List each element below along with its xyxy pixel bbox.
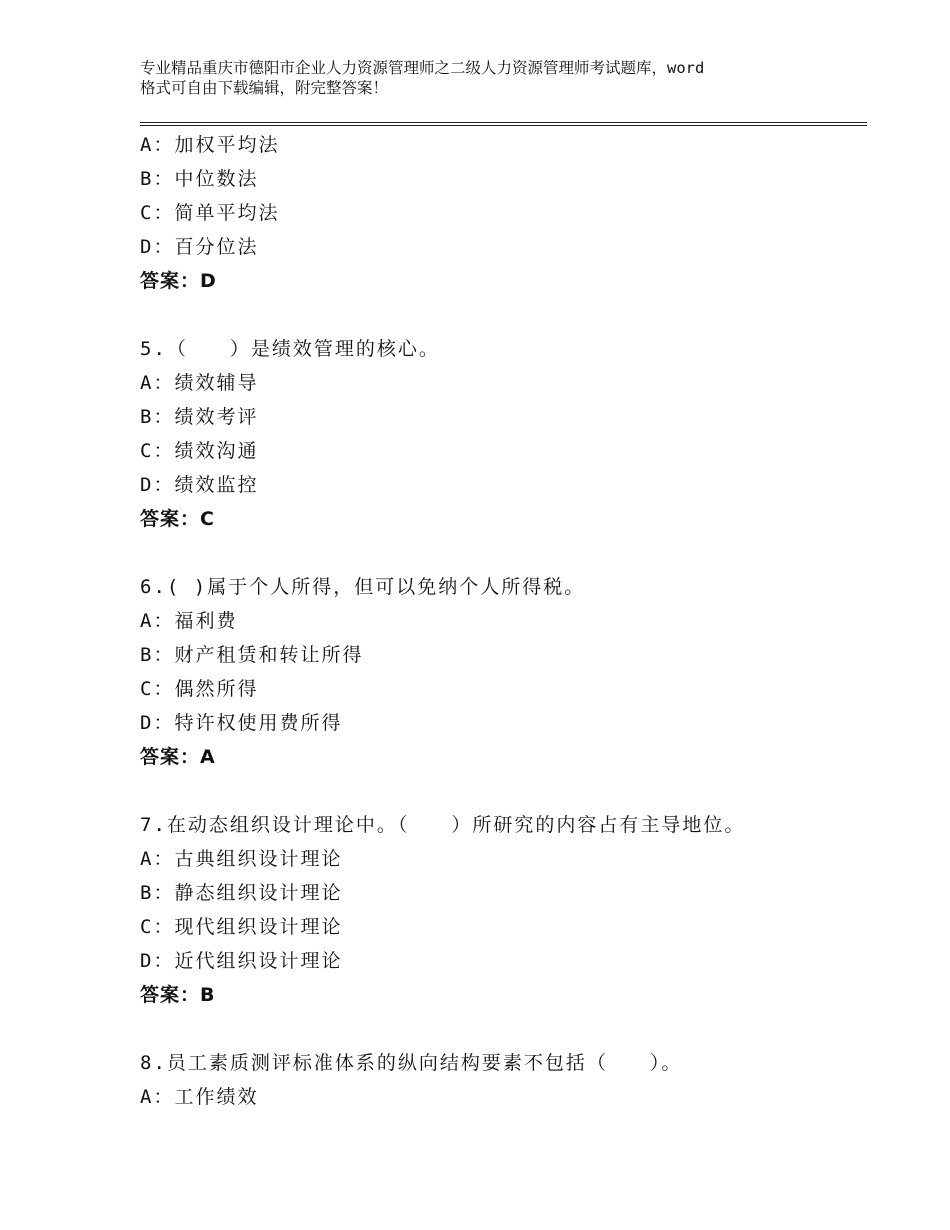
header-title-line-1: 专业精品重庆市德阳市企业人力资源管理师之二级人力资源管理师考试题库，word: [140, 59, 705, 77]
question-stem: 5.（ ）是绩效管理的核心。: [140, 338, 440, 360]
question-6: [140, 570, 867, 774]
option-c: C：绩效沟通: [140, 440, 259, 462]
option-d: D：近代组织设计理论: [140, 950, 343, 972]
option-c: C：现代组织设计理论: [140, 916, 343, 938]
option-c: C：简单平均法: [140, 202, 280, 224]
header-divider: [140, 122, 867, 126]
question-stem: 6.( )属于个人所得，但可以免纳个人所得税。: [140, 576, 586, 598]
option-a: A：福利费: [140, 610, 238, 632]
option-d: D：百分位法: [140, 236, 259, 258]
option-b: B：绩效考评: [140, 406, 259, 428]
answer-label: 答案：C: [140, 508, 215, 530]
spacer: [140, 298, 867, 332]
answer-label: 答案：D: [140, 270, 217, 292]
option-b: B：中位数法: [140, 168, 259, 190]
option-a: A：加权平均法: [140, 134, 280, 156]
question-list: [140, 128, 867, 1114]
option-b: B：财产租赁和转让所得: [140, 644, 364, 666]
spacer: [140, 774, 867, 808]
question-4-partial: [140, 128, 867, 298]
question-8: [140, 1046, 867, 1114]
spacer: [140, 536, 867, 570]
option-d: D：绩效监控: [140, 474, 259, 496]
answer-label: 答案：A: [140, 746, 216, 768]
question-7: [140, 808, 867, 1012]
option-a: A：绩效辅导: [140, 372, 259, 394]
page-header: [140, 58, 840, 98]
option-a: A：古典组织设计理论: [140, 848, 343, 870]
option-d: D：特许权使用费所得: [140, 712, 343, 734]
answer-label: 答案：B: [140, 984, 216, 1006]
option-a: A：工作绩效: [140, 1086, 259, 1108]
question-stem: 7.在动态组织设计理论中。（ ）所研究的内容占有主导地位。: [140, 814, 746, 836]
spacer: [140, 1012, 867, 1046]
option-b: B：静态组织设计理论: [140, 882, 343, 904]
header-title-line-2: 格式可自由下载编辑，附完整答案！: [140, 79, 389, 97]
question-stem: 8.员工素质测评标准体系的纵向结构要素不包括（ ）。: [140, 1052, 683, 1074]
option-c: C：偶然所得: [140, 678, 259, 700]
question-5: [140, 332, 867, 536]
